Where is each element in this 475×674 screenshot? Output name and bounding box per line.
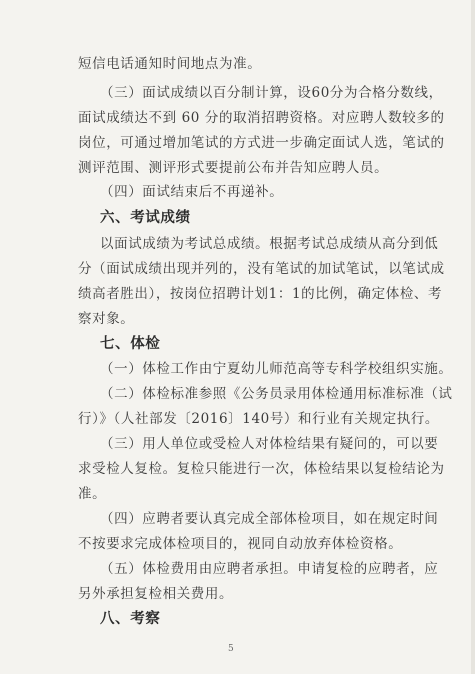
body-line: （四）面试结束后不再递补。 [100,184,284,200]
body-line: （二）体检标准参照《公务员录用体检通用标准标准（试 [100,386,453,402]
body-line: 求受检人复检。复检只能进行一次，体检结果以复检结论为 [78,461,445,477]
section-heading: 七、体检 [100,335,161,352]
body-line: 短信电话通知时间地点为准。 [78,56,262,72]
body-line: （一）体检工作由宁夏幼儿师范高等专科学校组织实施。 [100,361,453,377]
body-line: （三）用人单位或受检人对体检结果有疑问的，可以要 [100,436,439,452]
body-line: 岗位，可通过增加笔试的方式进一步确定面试人选，笔试的 [78,135,445,151]
body-line: 察对象。 [78,311,135,327]
body-line: 测评范围、测评形式要提前公布并告知应聘人员。 [78,160,389,176]
body-line: 分（面试成绩出现并列的，没有笔试的加试笔试，以笔试成 [78,261,445,277]
body-line: 面试成绩达不到 60 分的取消招聘资格。对应聘人数较多的 [78,110,445,126]
page-edge-shadow [471,0,475,674]
body-line: 绩高者胜出），按岗位招聘计划1：1的比例，确定体检、考 [78,286,443,302]
body-line: 行）》（人社部发〔2016〕140号）和行业有关规定执行。 [78,411,440,427]
body-line: 不按要求完成体检项目的，视同自动放弃体检资格。 [78,536,403,552]
body-line: 准。 [78,486,107,502]
body-line: 以面试成绩为考试总成绩。根据考试总成绩从高分到低 [100,236,439,252]
page-number: 5 [228,644,234,654]
section-heading: 六、考试成绩 [100,209,191,226]
body-line: （五）体检费用由应聘者承担。申请复检的应聘者，应 [100,561,439,577]
body-line: 另外承担复检相关费用。 [78,586,234,602]
section-heading: 八、考察 [100,610,161,627]
body-line: （三）面试成绩以百分制计算，设60分为合格分数线， [100,85,443,101]
body-line: （四）应聘者要认真完成全部体检项目，如在规定时间 [100,511,439,527]
